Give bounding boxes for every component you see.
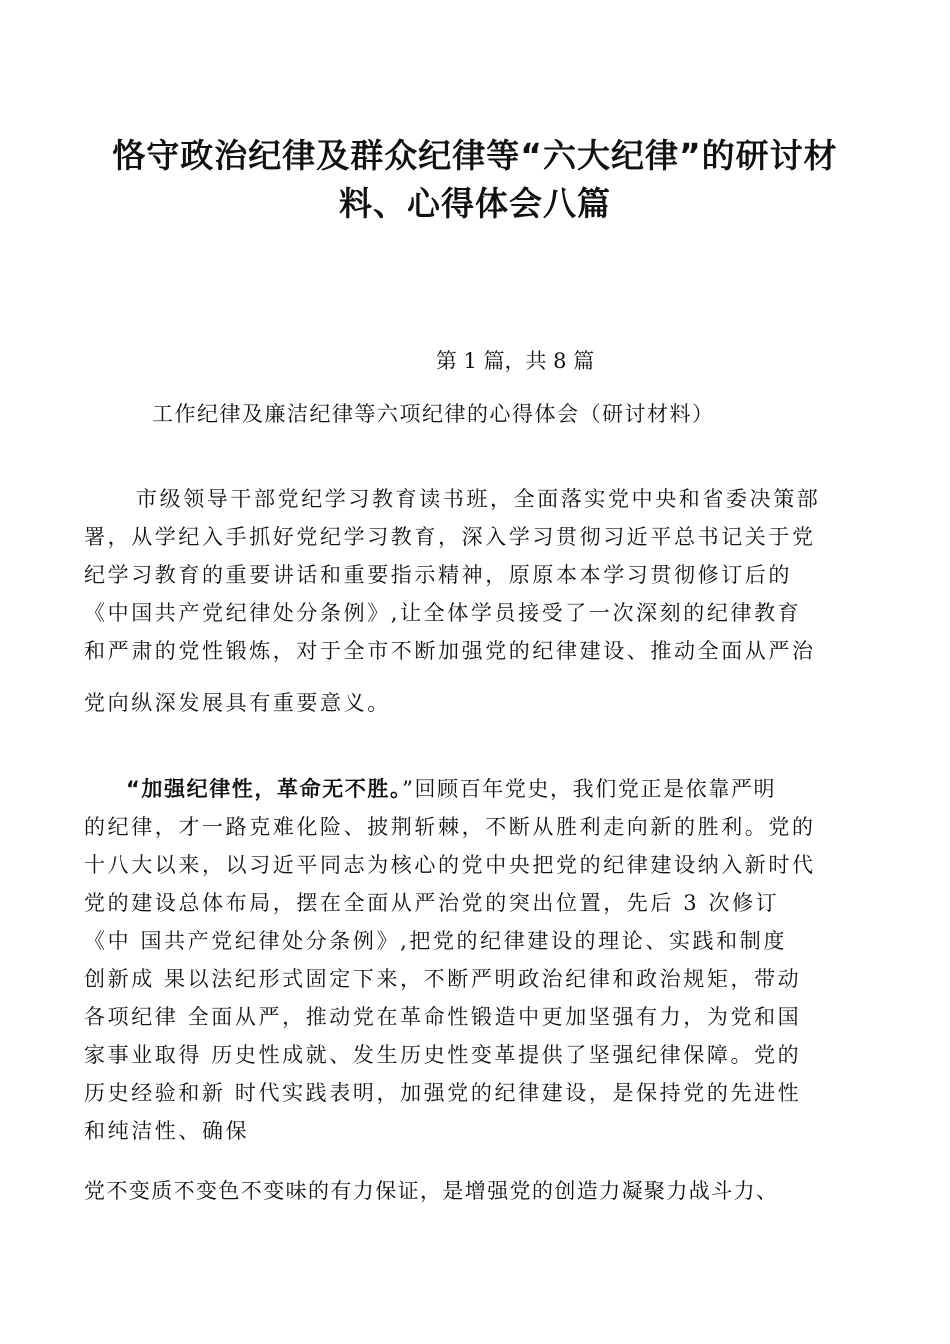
paragraph-1-line: 市级领导干部党纪学习教育读书班，全面落实党中央和省委决策部 [136, 487, 821, 511]
paragraph-3-line: 党不变质不变色不变味的有力保证，是增强党的创造力凝聚力战斗力、 [84, 1179, 779, 1203]
paragraph-1-line: 《中国共产党纪律处分条例》,让全体学员接受了一次深刻的纪律教育 [84, 601, 802, 625]
paragraph-2-line: 创新成 果以法纪形式固定下来，不断严明政治纪律和政治规矩，带动 [84, 967, 802, 991]
paragraph-2-line: 各项纪律 全面从严，推动党在革命性锻造中更加坚强有力，为党和国 [84, 1005, 802, 1029]
paragraph-1-line: 党向纵深发展具有重要意义。 [84, 691, 391, 715]
document-title [90, 132, 860, 228]
paragraph-2-line: 《中 国共产党纪律处分条例》,把党的纪律建设的理论、实践和制度 [84, 929, 787, 953]
paragraph-2-line: 和纯洁性、确保 [84, 1119, 250, 1143]
paragraph-1-line: 和严肃的党性锻炼，对于全市不断加强党的纪律建设、推动全面从严治 [84, 639, 816, 663]
paragraph-1-line: 署，从学纪入手抓好党纪学习教育，深入学习贯彻习近平总书记关于党 [84, 525, 816, 549]
title-line-2: 料、心得体会八篇 [339, 184, 611, 223]
paragraph-2-line: 党的建设总体布局，摆在全面从严治党的突出位置，先后 3 次修订 [84, 891, 780, 915]
section-title: 工作纪律及廉洁纪律等六项纪律的心得体会（研讨材料） [152, 402, 715, 426]
paragraph-2-lead-rest: ”回顾百年党史，我们党正是依靠严明 [402, 777, 777, 801]
paragraph-2-line: 家事业取得 历史性成就、发生历史性变革提供了坚强纪律保障。党的 [84, 1043, 802, 1067]
part-indicator: 第 1 篇，共 8 篇 [435, 349, 595, 373]
paragraph-2-line: 十八大以来，以习近平同志为核心的党中央把党的纪律建设纳入新时代 [84, 853, 816, 877]
bold-quote: “加强纪律性，革命无不胜。 [126, 777, 403, 801]
paragraph-2-line: 的纪律，才一路克难化险、披荆斩棘，不断从胜利走向新的胜利。党的 [84, 815, 816, 839]
paragraph-1-line: 纪学习教育的重要讲话和重要指示精神，原原本本学习贯彻修订后的 [84, 563, 792, 587]
paragraph-2-lead [126, 774, 874, 804]
paragraph-2-line: 历史经验和新 时代实践表明，加强党的纪律建设，是保持党的先进性 [84, 1081, 802, 1105]
title-line-1: 恪守政治纪律及群众纪律等“六大纪律”的研讨材 [112, 136, 838, 175]
